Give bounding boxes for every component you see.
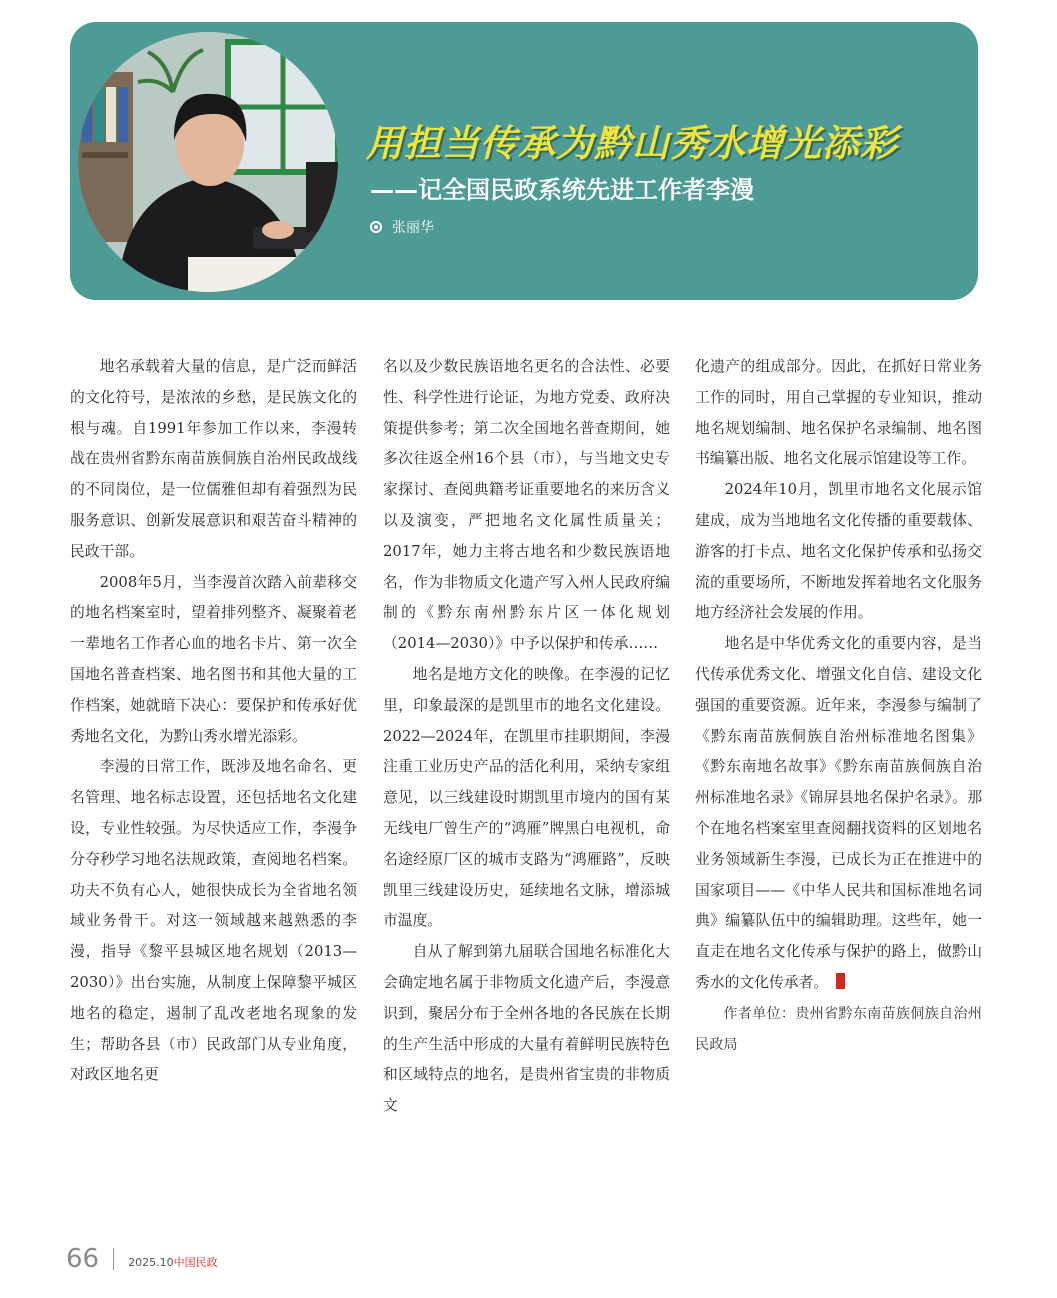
article-banner (70, 22, 978, 300)
article-subtitle: ——记全国民政系统先进工作者李漫 (370, 176, 754, 204)
paragraph: 2024年10月，凯里市地名文化展示馆建成，成为当地地名文化传播的重要载体、游客的打卡点、地名文化保护传承和弘扬交流的重要场所，不断地发挥着地名文化服务地方经济社会发展的作用。 (695, 481, 982, 622)
author-byline (370, 218, 670, 238)
magazine-name: 中国民政 (173, 1256, 218, 1269)
end-mark-icon (836, 973, 845, 989)
page-number: 66 (66, 1244, 100, 1274)
paragraph-final (695, 629, 982, 999)
footer-divider (113, 1248, 114, 1270)
page-footer (66, 1238, 218, 1274)
bullet-circle-icon (370, 221, 382, 233)
author-portrait-photo (78, 32, 338, 292)
author-affiliation: 作者单位：贵州省黔东南苗族侗族自治州民政局 (695, 1005, 982, 1053)
paragraph: 地名承载着大量的信息，是广泛而鲜活的文化符号，是浓浓的乡愁，是民族文化的根与魂。自1991年参加工作以来，李漫转战在贵州省黔东南苗族侗族自治州民政战线的不同岗位，是一位儒雅但却有着强烈为民服务意识、创新发展意识和艰苦奋斗精神的民政干部。 (70, 358, 357, 560)
text-column-1 (70, 352, 357, 1091)
paragraph: 2008年5月，当李漫首次踏入前辈移交的地名档案室时，望着排列整齐、凝聚着老一辈地名工作者心血的地名卡片、第一次全国地名普查档案、地名图书和其他大量的工作档案，她就暗下决心：要保护和传承好优秀地名文化，为黔山秀水增光添彩。 (70, 573, 357, 745)
paragraph: 李漫的日常工作，既涉及地名命名、更名管理、地名标志设置，还包括地名文化建设，专业性较强。为尽快适应工作，李漫争分夺秒学习地名法规政策，查阅地名档案。功夫不负有心人，她很快成长为全省地名领域业务骨干。对这一领域越来越熟悉的李漫，指导《黎平县城区地名规划（2013—2030）》出台实施，从制度上保障黎平城区地名的稳定，遏制了乱改老地名现象的发生；帮助各县（市）民政部门从专业角度，对政区地名更 (70, 758, 357, 1084)
paragraph-continued: 化遗产的组成部分。因此，在抓好日常业务工作的同时，用自己掌握的专业知识，推动地名规划编制、地名保护名录编制、地名图书编纂出版、地名文化展示馆建设等工作。 (695, 358, 982, 468)
paragraph-text: 地名是中华优秀文化的重要内容，是当代传承优秀文化、增强文化自信、建设文化强国的重要资源。近年来，李漫参与编制了《黔东南苗族侗族自治州标准地名图集》《黔东南地名故事》《黔东南苗族侗族自治州标准地名录》《锦屏县地名保护名录》。那个在地名档案室里查阅翻找资料的区划地名业务领域新生李漫，已成长为正在推进中的国家项目——《中华人民共和国标准地名词典》编纂队伍中的编辑助理。这些年，她一直走在地名文化传承与保护的路上，做黔山秀水的文化传承者。 (695, 635, 982, 991)
text-column-2 (383, 352, 670, 1122)
paragraph-continued: 名以及少数民族语地名更名的合法性、必要性、科学性进行论证，为地方党委、政府决策提供参考；第二次全国地名普查期间，她多次往返全州16个县（市），与当地文史专家探讨、查阅典籍考证重要地名的来历含义以及演变，严把地名文化属性质量关；2017年，她力主将古地名和少数民族语地名，作为非物质文化遗产写入州人民政府编制的《黔东南州黔东片区一体化规划（2014—2030）》中予以保护和传承…… (383, 358, 670, 653)
article-title: 用担当传承为黔山秀水增光添彩 (366, 122, 898, 165)
portrait-illustration (78, 32, 338, 292)
paragraph: 地名是地方文化的映像。在李漫的记忆里，印象最深的是凯里市的地名文化建设。2022—2024年，在凯里市挂职期间，李漫注重工业历史产品的活化利用，采纳专家组意见，以三线建设时期凯里市境内的国有某无线电厂曾生产的“鸿雁”牌黑白电视机，命名途经原厂区的城市支路为“鸿雁路”，反映凯里三线建设历史，延续地名文脉，增添城市温度。 (383, 665, 670, 930)
text-column-3 (695, 352, 982, 1060)
author-name: 张丽华 (392, 220, 434, 236)
issue-date: 2025.10 (128, 1256, 174, 1269)
paragraph: 自从了解到第九届联合国地名标准化大会确定地名属于非物质文化遗产后，李漫意识到，聚居分布于全州各地的各民族在长期的生产生活中形成的大量有着鲜明民族特色和区域特点的地名，是贵州省宝贵的非物质文 (383, 943, 670, 1115)
